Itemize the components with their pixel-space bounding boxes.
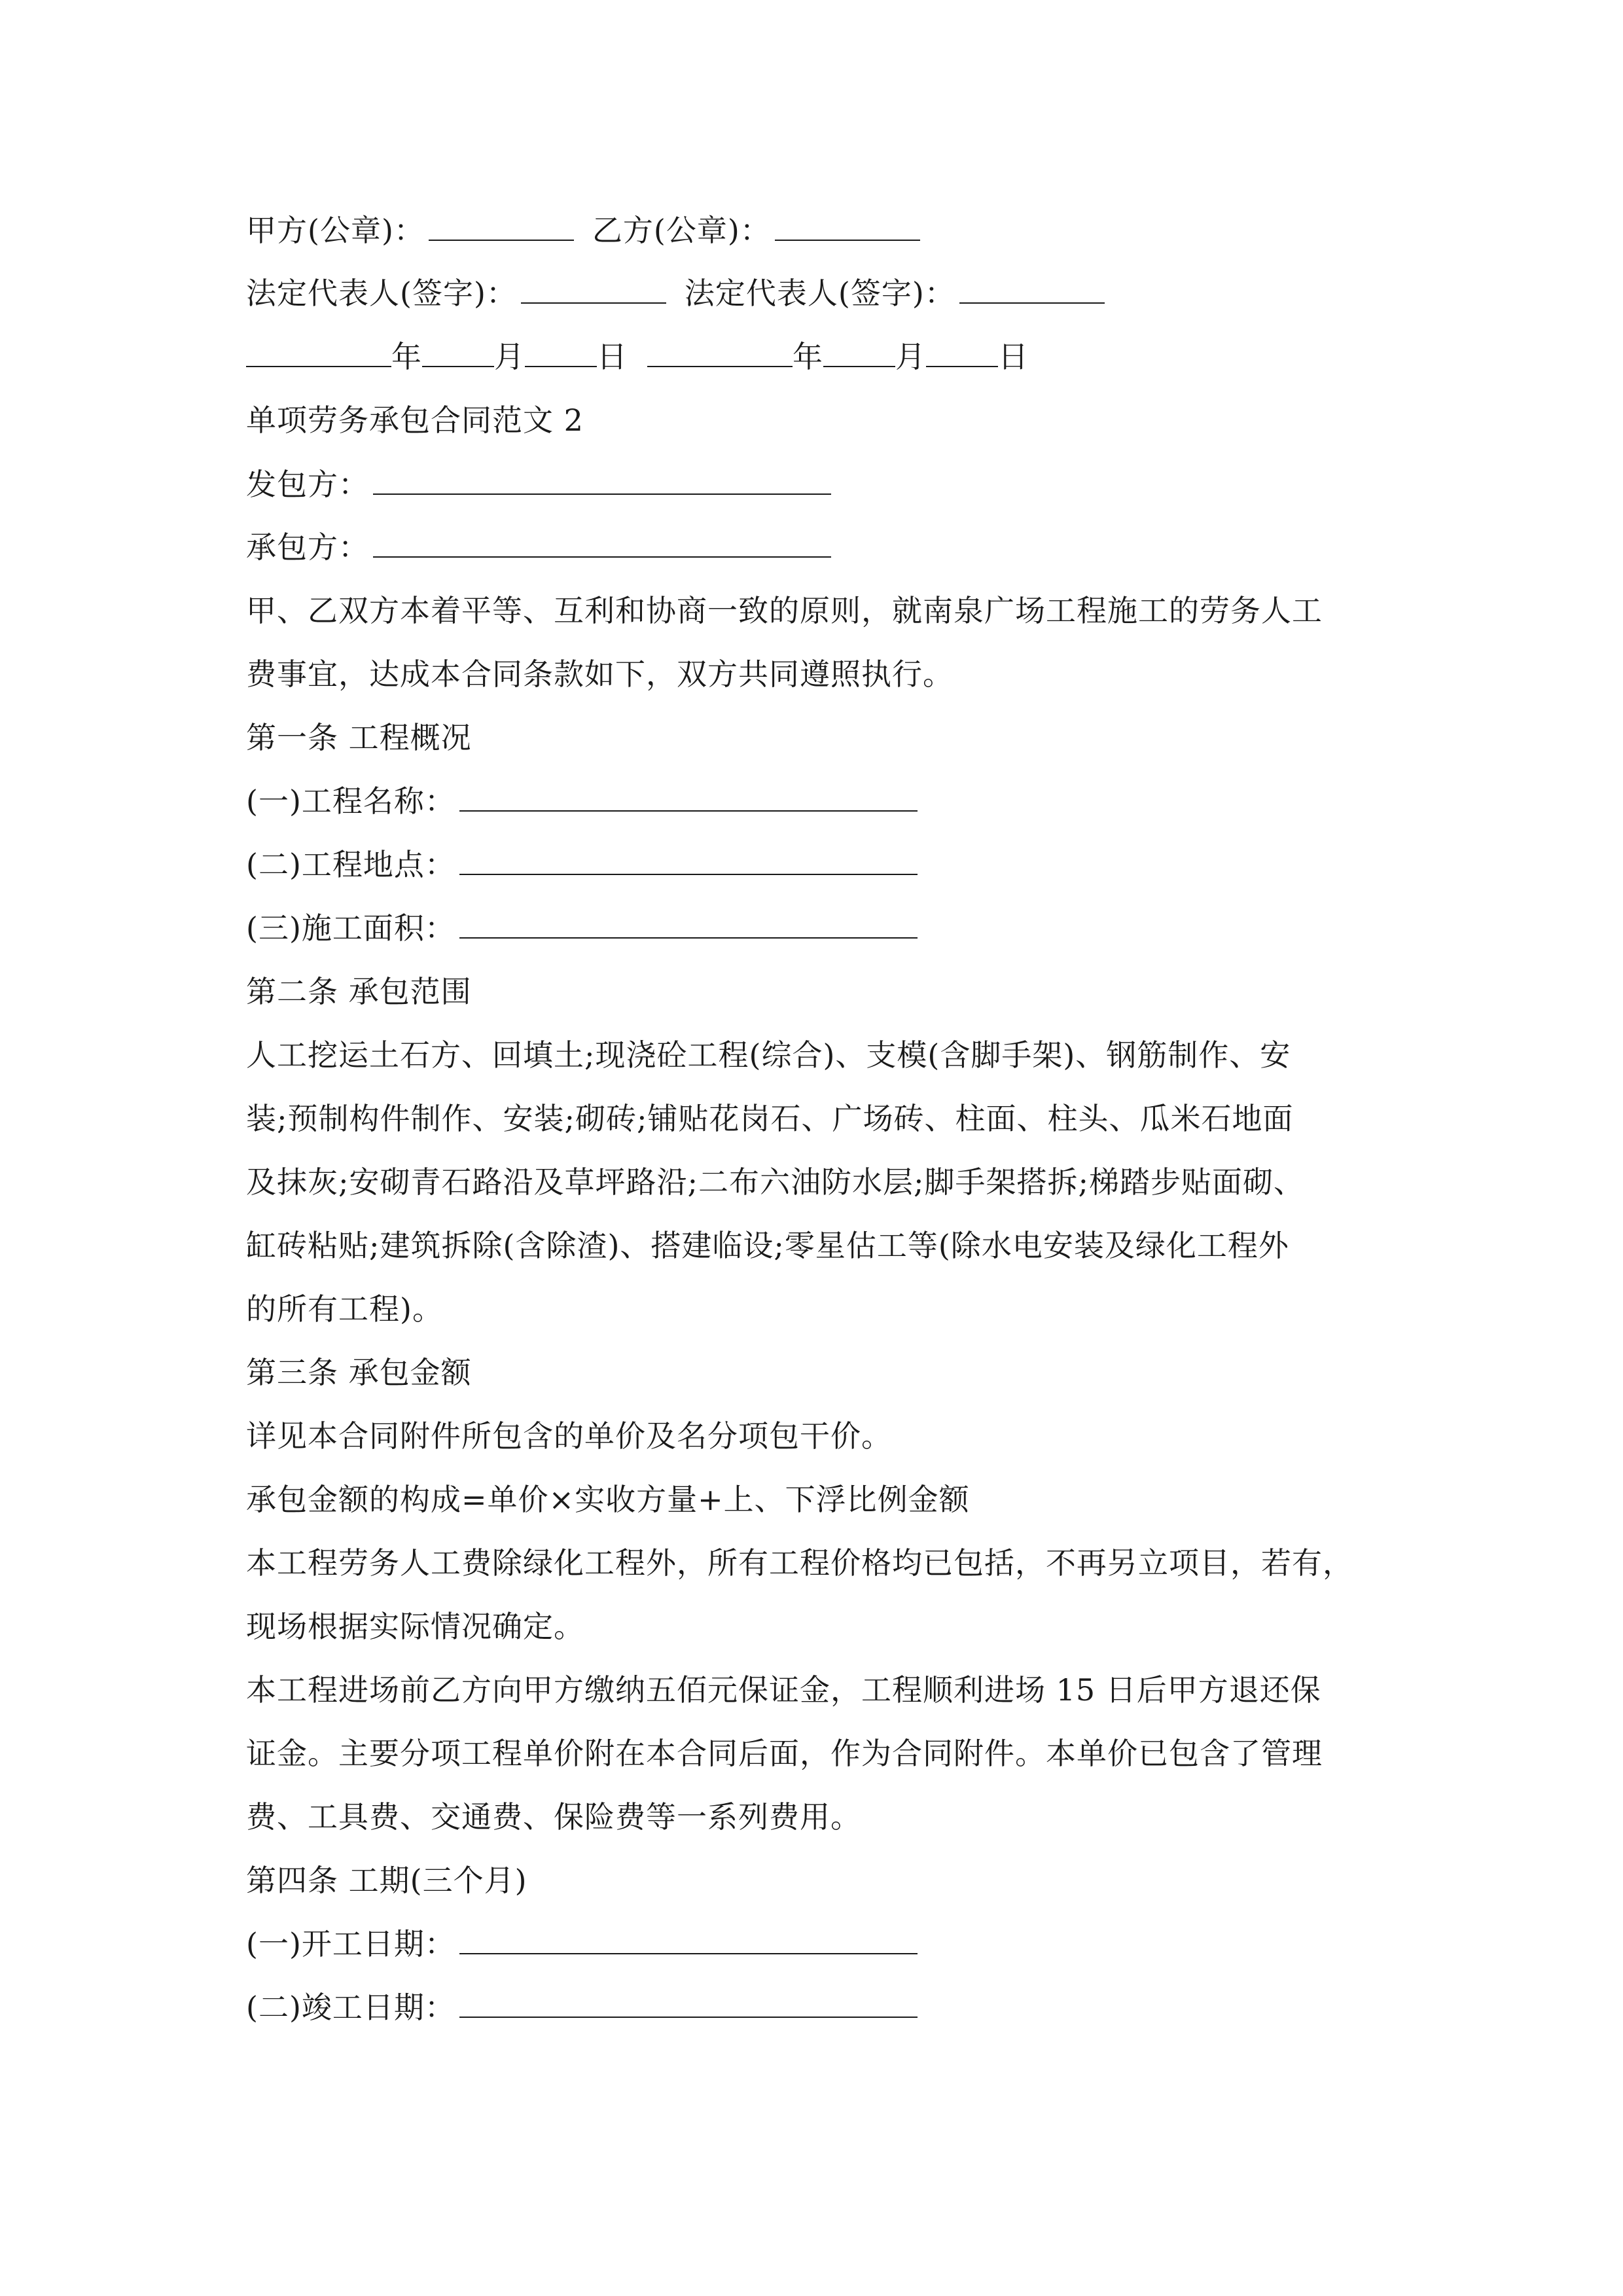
scope-line: 装;预制构件制作、安装;砌砖;铺贴花岗石、广场砖、柱面、柱头、瓜米石地面 <box>246 1101 1294 1136</box>
intro-line: 甲、乙双方本着平等、互利和协商一致的原则，就南泉广场工程施工的劳务人工 <box>246 593 1323 628</box>
year-label: 年 <box>793 339 823 374</box>
article-2-heading: 第二条 承包范围 <box>246 974 472 1009</box>
project-location-line <box>246 845 918 884</box>
month-label: 月 <box>494 339 525 374</box>
party-seal-line <box>246 211 938 250</box>
scope-line: 的所有工程)。 <box>246 1291 443 1327</box>
project-name-line <box>246 781 918 821</box>
construction-area-label: (三)施工面积： <box>246 910 455 946</box>
amount-line: 本工程进场前乙方向甲方缴纳五佰元保证金，工程顺利进场 15 日后甲方退还保 <box>246 1672 1321 1708</box>
contractor-line <box>246 528 831 567</box>
scope-line: 及抹灰;安砌青石路沿及草坪路沿;二布六油防水层;脚手架搭拆;梯踏步贴面砌、 <box>246 1164 1304 1200</box>
rep-a-sign-blank[interactable] <box>521 274 666 304</box>
intro-line: 费事宜，达成本合同条款如下，双方共同遵照执行。 <box>246 656 954 692</box>
party-a-seal-label: 甲方(公章)： <box>246 213 425 248</box>
amount-line: 本工程劳务人工费除绿化工程外，所有工程价格均已包括，不再另立项目，若有， <box>246 1545 1353 1581</box>
amount-line: 承包金额的构成=单价×实收方量+上、下浮比例金额 <box>246 1482 970 1517</box>
project-name-label: (一)工程名称： <box>246 783 455 819</box>
scope-line: 缸砖粘贴;建筑拆除(含除渣)、搭建临设;零星估工等(除水电安装及绿化工程外 <box>246 1228 1289 1263</box>
construction-area-blank[interactable] <box>459 908 918 939</box>
date-b-month-blank[interactable] <box>823 337 895 367</box>
article-1-heading: 第一条 工程概况 <box>246 720 472 755</box>
start-date-blank[interactable] <box>459 1924 918 1954</box>
day-label: 日 <box>998 339 1029 374</box>
date-a-month-blank[interactable] <box>422 337 494 367</box>
completion-date-blank[interactable] <box>459 1988 918 2018</box>
month-label: 月 <box>895 339 926 374</box>
start-date-label: (一)开工日期： <box>246 1926 455 1962</box>
document-title: 单项劳务承包合同范文 2 <box>246 403 584 438</box>
date-a-year-blank[interactable] <box>246 337 391 367</box>
party-b-seal-blank[interactable] <box>775 211 920 241</box>
party-b-seal-label: 乙方(公章)： <box>592 213 771 248</box>
year-label: 年 <box>391 339 422 374</box>
day-label: 日 <box>597 339 628 374</box>
date-b-year-blank[interactable] <box>647 337 793 367</box>
project-location-label: (二)工程地点： <box>246 847 455 882</box>
party-a-seal-blank[interactable] <box>429 211 574 241</box>
contractor-blank[interactable] <box>373 528 831 558</box>
start-date-line <box>246 1924 918 1964</box>
amount-line: 费、工具费、交通费、保险费等一系列费用。 <box>246 1799 861 1835</box>
scope-line: 人工挖运土石方、回填土;现浇砼工程(综合)、支模(含脚手架)、钢筋制作、安 <box>246 1037 1291 1073</box>
rep-b-label: 法定代表人(签字)： <box>684 276 955 311</box>
article-4-heading: 第四条 工期(三个月) <box>246 1863 527 1898</box>
amount-line: 现场根据实际情况确定。 <box>246 1609 584 1644</box>
date-b-day-blank[interactable] <box>926 337 998 367</box>
representative-sign-line <box>246 274 1123 313</box>
construction-area-line <box>246 908 918 948</box>
date-line <box>246 337 1029 376</box>
amount-line: 证金。主要分项工程单价附在本合同后面，作为合同附件。本单价已包含了管理 <box>246 1736 1323 1771</box>
issuer-blank[interactable] <box>373 465 831 495</box>
amount-line: 详见本合同附件所包含的单价及名分项包干价。 <box>246 1418 892 1454</box>
issuer-label: 发包方： <box>246 467 369 502</box>
issuer-line <box>246 465 831 504</box>
date-a-day-blank[interactable] <box>525 337 597 367</box>
contractor-label: 承包方： <box>246 529 369 565</box>
completion-date-line <box>246 1988 918 2027</box>
article-3-heading: 第三条 承包金额 <box>246 1355 472 1390</box>
project-location-blank[interactable] <box>459 845 918 875</box>
project-name-blank[interactable] <box>459 781 918 812</box>
rep-a-label: 法定代表人(签字)： <box>246 276 517 311</box>
rep-b-sign-blank[interactable] <box>959 274 1105 304</box>
completion-date-label: (二)竣工日期： <box>246 1990 455 2025</box>
